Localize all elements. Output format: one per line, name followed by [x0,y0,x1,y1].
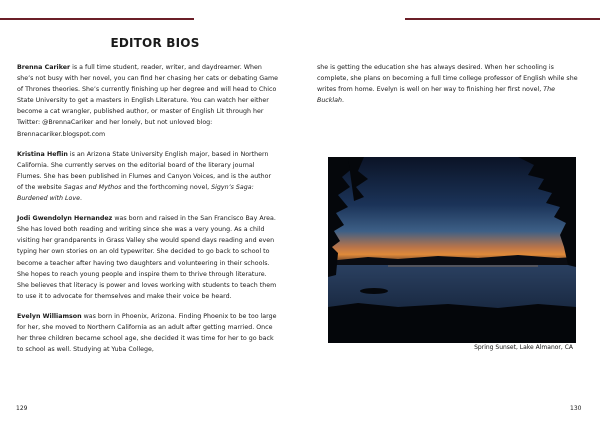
photo-caption: Spring Sunset, Lake Almanor, CA [474,344,573,351]
bio-text: . [342,97,345,105]
bio-name: Evelyn Williamson [17,312,82,320]
website-title: Sagas and Mythos [63,183,122,191]
bio-name: Kristina Heflin [17,150,68,158]
bio-text: was born in Phoenix, Arizona. Finding Phoenix to be too large for her, she moved to Northern California as an adult after getting married. Once her three children became school age, she decided it was time for her to go back to school as well. Studying at Yuba College, [17,312,277,354]
bio-jodi [17,213,279,302]
top-rule-right [405,18,600,20]
top-rule-left [0,18,194,20]
bio-text: is a full time student, reader, writer, and daydreamer. When she’s not busy with her novel, you can find her chasing her cats or debating Game of Thrones theories. She’s currently finishing up her degree and will head to Chico State University to get a masters in English Literature. You can watch her either become a cat wrangler, published author, or master of English Lit through her Twitter: @BrennaCariker and her lonely, but not unloved blog: Brennacariker.blogspot.com [17,64,279,138]
bio-text: is an Arizona State University English major, based in Northern California. She currently serves on the editorial board of the literary journal Flumes. She has been published in Flumes and Canyon Voices, and is the author of the website [17,150,272,191]
bio-evelyn-continued [317,62,580,106]
bio-text: was born and raised in the San Francisco Bay Area. She has loved both reading and writing since she was a very young. As a child visiting her grandparents in Grass Valley she would spend days reading and even typing her own stories on an old typewriter. She decided to go back to school to become a teacher after having two daughters and volunteering in their schools. She hopes to reach young people and inspire them to thrive through literature. She believes that literacy is power and loves working with students to teach them to use it to advocate for themselves and make their voice be heard. [17,215,277,300]
bio-text: . [79,195,82,203]
bio-name: Brenna Cariker [17,64,71,71]
bio-evelyn [17,311,279,355]
bio-name: Jodi Gwendolyn Hernandez [17,215,113,223]
page-title: EDITOR BIOS [110,36,200,50]
right-column [317,62,580,115]
sunset-lake-image [328,157,576,343]
sunset-photo [328,157,576,343]
bio-brenna [17,62,279,140]
novel-title: The Bucklah [317,86,555,105]
bio-text: and the forthcoming novel, [121,183,212,191]
novel-title: Sigyn’s Saga: Burdened with Love [17,183,254,203]
bio-text: she is getting the education she has always desired. When her schooling is complete, she plans on becoming a full time college professor of English while she writes from home. Evelyn is well on her way to finishing her first novel, [317,64,578,94]
page-number-right: 130 [570,405,582,412]
bio-kristina [17,149,279,204]
left-column [17,62,279,364]
page-number-left: 129 [16,405,28,412]
